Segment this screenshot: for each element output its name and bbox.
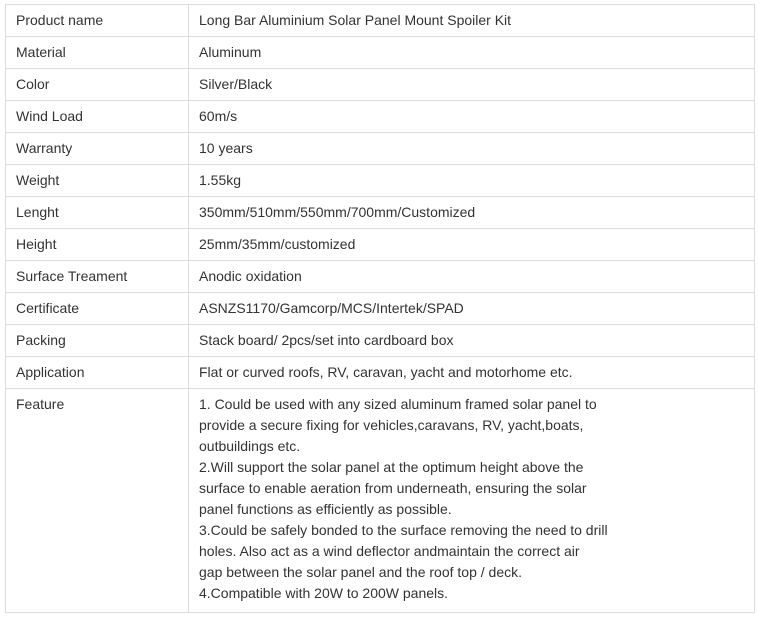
spec-row-wind-load xyxy=(6,101,755,133)
feature-line: 3.Could be safely bonded to the surface removing the need to drill xyxy=(199,522,608,538)
spec-value: ASNZS1170/Gamcorp/MCS/Intertek/SPAD xyxy=(189,293,755,325)
spec-row-feature xyxy=(6,389,755,613)
spec-label: Height xyxy=(6,229,189,261)
feature-line: 2.Will support the solar panel at the optimum height above the xyxy=(199,459,584,475)
spec-row-warranty xyxy=(6,133,755,165)
feature-line: 4.Compatible with 20W to 200W panels. xyxy=(199,585,449,601)
spec-row-weight xyxy=(6,165,755,197)
spec-label: Product name xyxy=(6,5,189,37)
spec-value: Flat or curved roofs, RV, caravan, yacht and motorhome etc. xyxy=(189,357,755,389)
spec-row-packing xyxy=(6,325,755,357)
spec-row-product-name xyxy=(6,5,755,37)
spec-value: 1.55kg xyxy=(189,165,755,197)
spec-value: 60m/s xyxy=(189,101,755,133)
spec-label: Lenght xyxy=(6,197,189,229)
spec-row-material xyxy=(6,37,755,69)
spec-row-length xyxy=(6,197,755,229)
spec-row-application xyxy=(6,357,755,389)
spec-table xyxy=(5,4,755,613)
spec-row-surface-treatment xyxy=(6,261,755,293)
spec-row-height xyxy=(6,229,755,261)
spec-label: Application xyxy=(6,357,189,389)
spec-value: 25mm/35mm/customized xyxy=(189,229,755,261)
spec-value: 10 years xyxy=(189,133,755,165)
feature-line: holes. Also act as a wind deflector andmaintain the correct air xyxy=(199,543,580,559)
feature-line: gap between the solar panel and the roof top / deck. xyxy=(199,564,523,580)
spec-label: Certificate xyxy=(6,293,189,325)
feature-line: 1. Could be used with any sized aluminum framed solar panel to xyxy=(199,396,597,412)
spec-row-certificate xyxy=(6,293,755,325)
spec-label: Weight xyxy=(6,165,189,197)
spec-label: Feature xyxy=(6,389,189,613)
spec-value: Long Bar Aluminium Solar Panel Mount Spoiler Kit xyxy=(189,5,755,37)
spec-label: Warranty xyxy=(6,133,189,165)
feature-line: panel functions as efficiently as possible. xyxy=(199,501,452,517)
feature-description xyxy=(189,389,755,613)
spec-table-body xyxy=(6,5,755,613)
spec-label: Color xyxy=(6,69,189,101)
spec-label: Material xyxy=(6,37,189,69)
spec-label: Wind Load xyxy=(6,101,189,133)
spec-label: Surface Treament xyxy=(6,261,189,293)
spec-value: Silver/Black xyxy=(189,69,755,101)
spec-value: Aluminum xyxy=(189,37,755,69)
feature-line: outbuildings etc. xyxy=(199,438,301,454)
spec-value: Anodic oxidation xyxy=(189,261,755,293)
spec-row-color xyxy=(6,69,755,101)
feature-line: provide a secure fixing for vehicles,caravans, RV, yacht,boats, xyxy=(199,417,584,433)
spec-value: 350mm/510mm/550mm/700mm/Customized xyxy=(189,197,755,229)
spec-value: Stack board/ 2pcs/set into cardboard box xyxy=(189,325,755,357)
feature-line: surface to enable aeration from underneath, ensuring the solar xyxy=(199,480,587,496)
spec-label: Packing xyxy=(6,325,189,357)
